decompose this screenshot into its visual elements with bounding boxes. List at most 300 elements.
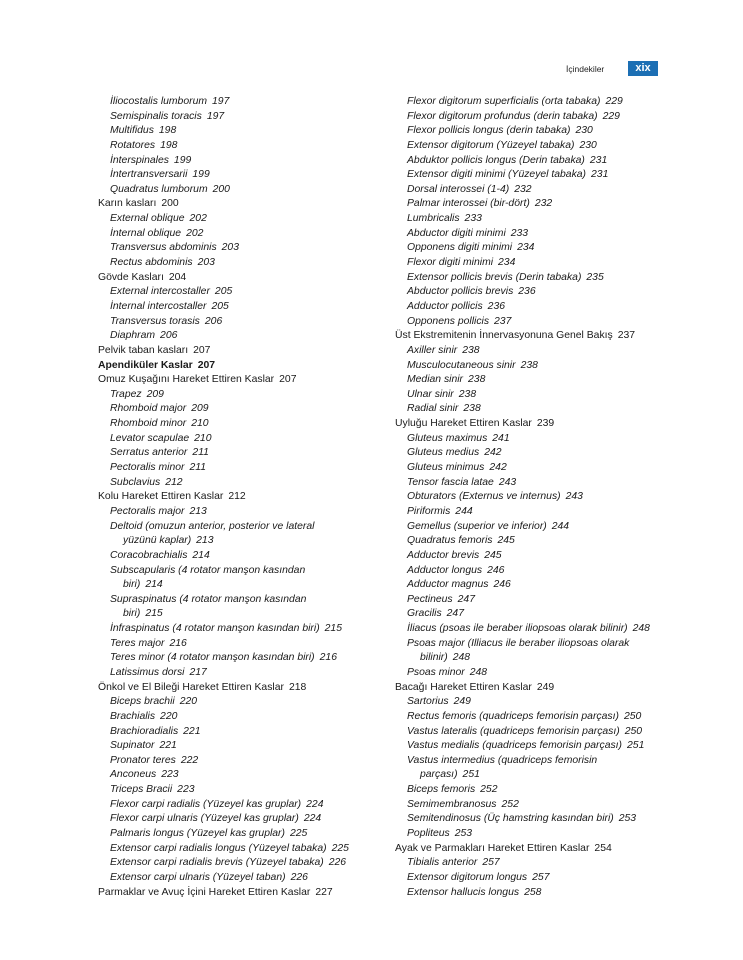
toc-entry-title: Axiller sinir <box>407 344 458 356</box>
toc-subentry <box>98 827 378 842</box>
toc-subentry <box>395 490 670 505</box>
toc-entry-page: 221 <box>159 740 177 752</box>
toc-subentry <box>395 197 670 212</box>
toc-subentry <box>395 446 670 461</box>
toc-entry-title: Ulnar sinir <box>407 388 454 400</box>
toc-subentry <box>98 402 378 417</box>
toc-entry-page: 197 <box>212 96 230 107</box>
toc-entry-title: Gluteus minimus <box>407 462 485 474</box>
toc-subentry <box>395 432 670 447</box>
toc-entry-title: Quadratus lumborum <box>110 183 208 195</box>
toc-entry-title: Bacağı Hareket Ettiren Kaslar <box>395 681 532 693</box>
toc-entry-page: 244 <box>455 505 473 517</box>
toc-subentry <box>98 725 378 740</box>
toc-left-column <box>98 95 378 900</box>
toc-entry-page: 244 <box>551 520 570 532</box>
toc-entry-page: 230 <box>575 125 593 137</box>
toc-entry-page: 200 <box>212 183 230 195</box>
toc-subentry <box>98 95 378 110</box>
toc-section-entry <box>98 197 378 212</box>
toc-entry-title: Extensor pollicis brevis (Derin tabaka) <box>407 271 582 283</box>
toc-entry-title: Quadratus femoris <box>407 535 493 547</box>
toc-subentry <box>395 154 670 169</box>
toc-entry-page: 227 <box>315 886 333 898</box>
toc-entry-page: 250 <box>624 725 643 737</box>
toc-entry-title: Tensor fascia latae <box>407 476 494 488</box>
toc-entry-page: 214 <box>145 579 163 591</box>
toc-entry-title: Pronator teres <box>110 754 176 766</box>
toc-entry-page: 250 <box>623 710 642 722</box>
toc-entry-title: Abductor pollicis brevis <box>407 286 514 298</box>
toc-entry-title: Gemellus (superior ve inferior) <box>407 520 547 532</box>
toc-entry-title: Teres minor (4 rotator manşon kasından biri) <box>110 652 315 664</box>
toc-subentry <box>98 666 378 681</box>
toc-entry-title: Adductor brevis <box>407 549 480 561</box>
toc-subentry <box>98 710 378 725</box>
toc-subentry <box>395 754 670 769</box>
toc-entry-page: 238 <box>462 344 480 356</box>
toc-entry-title: Apendiküler Kaslar <box>98 359 193 371</box>
toc-entry-page: 225 <box>289 828 308 840</box>
toc-entry-page: 223 <box>161 769 179 781</box>
toc-entry-page: 199 <box>173 154 192 166</box>
toc-entry-title: Subclavius <box>110 476 161 488</box>
toc-subentry <box>395 124 670 139</box>
toc-entry-title: Teres major <box>110 637 165 649</box>
toc-entry-title: Flexor digitorum superficialis (orta tabaka) <box>407 96 601 107</box>
toc-entry-page: 210 <box>191 418 209 430</box>
toc-entry-title: Psoas minor <box>407 666 465 678</box>
toc-entry-title: Biceps femoris <box>407 784 476 796</box>
toc-entry-page: 216 <box>319 652 337 664</box>
toc-subentry <box>395 359 670 374</box>
toc-subentry <box>395 856 670 871</box>
toc-subentry <box>395 476 670 491</box>
toc-entry-page: 241 <box>492 432 510 444</box>
toc-section-entry <box>98 886 378 901</box>
toc-subentry <box>98 695 378 710</box>
toc-entry-page: 202 <box>189 213 207 225</box>
toc-entry-title: Gracilis <box>407 608 442 620</box>
toc-entry-title: bilinir) <box>420 652 448 664</box>
toc-subentry <box>395 461 670 476</box>
toc-entry-page: 209 <box>191 403 209 415</box>
toc-entry-page: 202 <box>186 227 204 239</box>
toc-entry-page: 232 <box>534 198 553 210</box>
toc-entry-page: 242 <box>484 447 502 459</box>
toc-entry-page: 233 <box>510 227 529 239</box>
toc-entry-title: yüzünü kaplar) <box>123 535 192 547</box>
toc-subentry <box>98 154 378 169</box>
toc-entry-title: Vastus intermedius (quadriceps femorisin <box>407 754 598 766</box>
toc-entry-title: Extensor digiti minimi (Yüzeyel tabaka) <box>407 169 587 181</box>
toc-subentry <box>395 886 670 901</box>
toc-entry-page: 234 <box>517 242 535 254</box>
toc-entry-page: 246 <box>487 564 505 576</box>
toc-subentry <box>395 256 670 271</box>
toc-subentry <box>395 95 670 110</box>
toc-subentry <box>395 768 670 783</box>
toc-entry-page: 239 <box>536 418 555 430</box>
toc-entry-page: 251 <box>627 740 645 752</box>
toc-entry-title: parçası) <box>420 769 458 781</box>
toc-subentry <box>395 666 670 681</box>
toc-subentry <box>98 622 378 637</box>
toc-subentry <box>395 300 670 315</box>
toc-entry-page: 200 <box>161 198 179 210</box>
toc-entry-title: Önkol ve El Bileği Hareket Ettiren Kaslar <box>98 681 284 693</box>
toc-subentry <box>98 578 378 593</box>
toc-entry-title: İliocostalis lumborum <box>110 96 208 107</box>
toc-entry-title: Piriformis <box>407 505 451 517</box>
toc-entry-title: Gövde Kasları <box>98 271 164 283</box>
toc-entry-title: Rotatores <box>110 139 156 151</box>
toc-entry-page: 224 <box>303 813 322 825</box>
toc-entry-title: Popliteus <box>407 828 450 840</box>
toc-entry-page: 236 <box>487 300 506 312</box>
toc-entry-page: 230 <box>579 139 597 151</box>
toc-entry-page: 253 <box>454 828 473 840</box>
toc-subentry <box>395 651 670 666</box>
toc-subentry <box>98 139 378 154</box>
toc-entry-title: Rectus femoris (quadriceps femorisin parçası) <box>407 710 619 722</box>
toc-entry-page: 238 <box>468 374 486 386</box>
toc-entry-title: Vastus lateralis (quadriceps femorisin parçası) <box>407 725 620 737</box>
toc-entry-title: Opponens pollicis <box>407 315 490 327</box>
toc-subentry <box>98 212 378 227</box>
toc-entry-page: 197 <box>206 110 225 122</box>
toc-subentry <box>395 183 670 198</box>
toc-section-entry <box>395 842 670 857</box>
toc-entry-title: Trapez <box>110 388 142 400</box>
toc-section-entry <box>98 344 378 359</box>
toc-entry-page: 234 <box>498 257 516 269</box>
toc-subentry <box>395 212 670 227</box>
toc-entry-title: Dorsal interossei (1-4) <box>407 183 510 195</box>
toc-subentry <box>98 549 378 564</box>
toc-entry-page: 225 <box>331 842 349 854</box>
toc-subentry <box>395 241 670 256</box>
toc-entry-page: 231 <box>591 169 609 181</box>
toc-entry-page: 204 <box>168 271 187 283</box>
toc-entry-title: Extensor carpi ulnaris (Yüzeyel taban) <box>110 871 286 883</box>
toc-entry-page: 229 <box>605 96 623 107</box>
toc-entry-title: Adductor magnus <box>407 579 489 591</box>
toc-entry-title: Extensor hallucis longus <box>407 886 520 898</box>
toc-entry-page: 220 <box>160 710 178 722</box>
toc-entry-title: Parmaklar ve Avuç İçini Hareket Ettiren Kaslar <box>98 886 311 898</box>
toc-entry-page: 245 <box>497 535 515 547</box>
toc-entry-page: 212 <box>165 476 183 488</box>
toc-subentry <box>395 622 670 637</box>
toc-subentry <box>395 695 670 710</box>
toc-subentry <box>98 227 378 242</box>
running-header-title: İçindekiler <box>566 64 605 74</box>
toc-entry-title: Pectoralis major <box>110 505 185 517</box>
toc-subentry <box>395 315 670 330</box>
toc-entry-page: 245 <box>484 549 502 561</box>
toc-entry-page: 243 <box>565 491 583 503</box>
toc-entry-title: Gluteus medius <box>407 447 480 459</box>
toc-subentry <box>98 593 378 608</box>
toc-entry-page: 224 <box>306 798 324 810</box>
toc-entry-page: 198 <box>160 139 178 151</box>
toc-subentry <box>395 578 670 593</box>
toc-entry-title: Transversus abdominis <box>110 242 217 254</box>
toc-entry-title: Flexor pollicis longus (derin tabaka) <box>407 125 571 137</box>
toc-entry-title: Supraspinatus (4 rotator manşon kasından <box>110 593 307 605</box>
toc-entry-title: Adductor pollicis <box>407 300 483 312</box>
toc-entry-page: 210 <box>194 432 212 444</box>
toc-entry-page: 221 <box>183 725 201 737</box>
toc-entry-title: Palmar interossei (bir-dört) <box>407 198 530 210</box>
toc-entry-page: 226 <box>328 857 347 869</box>
toc-entry-page: 243 <box>498 476 517 488</box>
toc-entry-title: Extensor carpi radialis brevis (Yüzeyel tabaka) <box>110 857 324 869</box>
toc-entry-title: Pelvik taban kasları <box>98 344 189 356</box>
toc-subentry <box>395 271 670 286</box>
toc-entry-page: 198 <box>158 125 177 137</box>
toc-subentry <box>395 520 670 535</box>
toc-entry-title: External oblique <box>110 213 185 225</box>
toc-subentry <box>98 300 378 315</box>
toc-subentry <box>98 651 378 666</box>
toc-subentry <box>395 725 670 740</box>
toc-subentry <box>98 241 378 256</box>
toc-entry-page: 229 <box>602 110 620 122</box>
toc-subentry <box>395 505 670 520</box>
toc-entry-title: Tibialis anterior <box>407 857 478 869</box>
toc-entry-page: 205 <box>211 300 229 312</box>
toc-subentry <box>98 534 378 549</box>
toc-subentry <box>395 402 670 417</box>
toc-entry-page: 248 <box>469 666 488 678</box>
toc-entry-title: Latissimus dorsi <box>110 666 185 678</box>
toc-entry-page: 247 <box>446 608 464 620</box>
toc-section-entry <box>98 271 378 286</box>
toc-subentry <box>98 768 378 783</box>
toc-entry-page: 203 <box>221 242 239 254</box>
toc-entry-page: 213 <box>189 505 207 517</box>
toc-entry-title: İliacus (psoas ile beraber iliopsoas olarak bilinir) <box>407 623 628 635</box>
toc-subentry <box>395 564 670 579</box>
toc-subentry <box>98 842 378 857</box>
toc-entry-title: Coracobrachialis <box>110 549 188 561</box>
toc-entry-page: 247 <box>457 593 475 605</box>
toc-subentry <box>98 315 378 330</box>
toc-section-entry <box>98 490 378 505</box>
toc-subentry <box>98 564 378 579</box>
toc-entry-page: 233 <box>464 213 482 225</box>
toc-entry-page: 231 <box>589 154 608 166</box>
toc-entry-title: Triceps Bracii <box>110 784 173 796</box>
toc-entry-page: 207 <box>193 344 211 356</box>
toc-entry-page: 213 <box>196 535 214 547</box>
toc-subentry <box>98 110 378 125</box>
toc-entry-title: Palmaris longus (Yüzeyel kas gruplar) <box>110 828 285 840</box>
toc-subentry <box>395 827 670 842</box>
toc-subentry <box>395 388 670 403</box>
toc-entry-title: Kolu Hareket Ettiren Kaslar <box>98 491 224 503</box>
toc-entry-title: Lumbricalis <box>407 213 460 225</box>
toc-entry-title: External intercostaller <box>110 286 210 298</box>
toc-entry-page: 214 <box>192 549 210 561</box>
toc-entry-page: 236 <box>518 286 536 298</box>
toc-entry-title: Vastus medialis (quadriceps femorisin parçası) <box>407 740 623 752</box>
toc-subentry <box>98 256 378 271</box>
toc-entry-page: 222 <box>180 754 199 766</box>
toc-entry-title: Rhomboid minor <box>110 418 187 430</box>
toc-entry-page: 203 <box>197 257 215 269</box>
toc-entry-page: 235 <box>586 271 604 283</box>
toc-subentry <box>98 812 378 827</box>
toc-entry-page: 246 <box>493 579 511 591</box>
toc-entry-title: Brachialis <box>110 710 156 722</box>
toc-subentry <box>98 607 378 622</box>
toc-subentry <box>395 739 670 754</box>
toc-subentry <box>98 329 378 344</box>
toc-entry-page: 252 <box>480 784 498 796</box>
toc-entry-title: Uyluğu Hareket Ettiren Kaslar <box>395 418 532 430</box>
toc-entry-title: Rectus abdominis <box>110 257 193 269</box>
toc-subentry <box>395 534 670 549</box>
toc-section-entry <box>98 373 378 388</box>
toc-entry-page: 238 <box>458 388 477 400</box>
toc-entry-title: Obturators (Externus ve internus) <box>407 491 561 503</box>
toc-entry-title: Abductor digiti minimi <box>407 227 506 239</box>
toc-entry-page: 226 <box>290 871 308 883</box>
toc-subentry <box>98 505 378 520</box>
toc-subentry <box>395 607 670 622</box>
toc-subentry <box>98 637 378 652</box>
toc-subentry <box>98 183 378 198</box>
toc-subentry <box>395 783 670 798</box>
toc-entry-title: Pectineus <box>407 593 453 605</box>
toc-entry-title: Flexor carpi ulnaris (Yüzeyel kas gruplar) <box>110 813 299 825</box>
toc-entry-page: 206 <box>204 315 223 327</box>
toc-entry-page: 211 <box>189 462 207 474</box>
toc-entry-title: İnternal intercostaller <box>110 300 207 312</box>
toc-entry-title: biri) <box>123 608 141 620</box>
toc-entry-page: 252 <box>501 798 519 810</box>
toc-section-entry <box>395 417 670 432</box>
toc-entry-title: Adductor longus <box>407 564 483 576</box>
toc-entry-page: 238 <box>520 359 538 371</box>
toc-entry-page: 254 <box>594 842 612 854</box>
toc-entry-title: Omuz Kuşağını Hareket Ettiren Kaslar <box>98 374 275 386</box>
toc-entry-title: Semispinalis toracis <box>110 110 202 122</box>
toc-entry-page: 249 <box>453 696 471 708</box>
toc-entry-page: 206 <box>160 330 178 342</box>
toc-entry-title: Extensor digitorum (Yüzeyel tabaka) <box>407 139 575 151</box>
toc-subentry <box>395 871 670 886</box>
toc-subentry <box>98 754 378 769</box>
toc-entry-title: Rhomboid major <box>110 403 187 415</box>
toc-subentry <box>395 637 670 652</box>
toc-entry-page: 237 <box>494 315 512 327</box>
toc-entry-title: Biceps brachii <box>110 696 175 708</box>
toc-entry-page: 238 <box>463 403 481 415</box>
toc-subentry <box>98 476 378 491</box>
toc-subentry <box>395 285 670 300</box>
toc-entry-title: Abduktor pollicis longus (Derin tabaka) <box>407 154 585 166</box>
toc-subentry <box>395 593 670 608</box>
toc-section-entry <box>395 329 670 344</box>
toc-entry-title: Flexor digiti minimi <box>407 257 494 269</box>
toc-entry-title: Deltoid (omuzun anterior, posterior ve lateral <box>110 520 315 532</box>
toc-entry-title: İnterspinales <box>110 154 169 166</box>
toc-subentry <box>98 871 378 886</box>
toc-entry-title: İnternal oblique <box>110 227 182 239</box>
toc-entry-title: Flexor digitorum profundus (derin tabaka) <box>407 110 598 122</box>
toc-subentry <box>395 168 670 183</box>
toc-subentry <box>395 373 670 388</box>
toc-entry-title: Anconeus <box>110 769 157 781</box>
toc-entry-title: Multifidus <box>110 125 154 137</box>
toc-entry-page: 209 <box>146 388 164 400</box>
toc-entry-page: 218 <box>288 681 307 693</box>
toc-subentry <box>98 417 378 432</box>
toc-entry-title: Opponens digiti minimi <box>407 242 513 254</box>
toc-entry-title: İnfraspinatus (4 rotator manşon kasından biri) <box>110 623 320 635</box>
toc-subentry <box>98 739 378 754</box>
toc-entry-title: Semitendinosus (Üç hamstring kasından biri) <box>407 813 614 825</box>
page-number-badge: xix <box>628 61 658 76</box>
toc-entry-title: Extensor digitorum longus <box>407 871 528 883</box>
toc-entry-page: 258 <box>524 886 542 898</box>
toc-entry-title: Serratus anterior <box>110 447 188 459</box>
toc-subentry <box>395 798 670 813</box>
toc-entry-page: 207 <box>197 359 216 371</box>
toc-subentry <box>395 344 670 359</box>
toc-entry-page: 257 <box>532 871 550 883</box>
toc-section-entry <box>98 359 378 374</box>
toc-entry-title: Üst Ekstremitenin İnnervasyonuna Genel Bakış <box>395 330 613 342</box>
toc-entry-page: 253 <box>618 813 637 825</box>
toc-entry-title: Ayak ve Parmakları Hareket Ettiren Kaslar <box>395 842 590 854</box>
toc-entry-page: 199 <box>192 169 210 181</box>
toc-entry-title: biri) <box>123 579 141 591</box>
toc-entry-page: 223 <box>177 784 195 796</box>
toc-entry-title: İntertransversarii <box>110 169 188 181</box>
toc-subentry <box>98 432 378 447</box>
toc-entry-title: Karın kasları <box>98 198 157 210</box>
toc-entry-title: Pectoralis minor <box>110 462 185 474</box>
toc-entry-page: 232 <box>514 183 532 195</box>
toc-entry-title: Supinator <box>110 740 155 752</box>
toc-section-entry <box>395 681 670 696</box>
toc-entry-page: 215 <box>145 608 163 620</box>
toc-entry-title: Brachioradialis <box>110 725 179 737</box>
toc-entry-page: 242 <box>489 462 507 474</box>
toc-entry-title: Transversus torasis <box>110 315 200 327</box>
toc-entry-title: Gluteus maximus <box>407 432 488 444</box>
toc-subentry <box>395 139 670 154</box>
toc-subentry <box>98 285 378 300</box>
toc-entry-title: Median sinir <box>407 374 464 386</box>
toc-entry-title: Subscapularis (4 rotator manşon kasından <box>110 564 306 576</box>
toc-entry-page: 211 <box>192 447 209 459</box>
toc-entry-page: 237 <box>617 330 636 342</box>
toc-subentry <box>98 124 378 139</box>
toc-subentry <box>98 856 378 871</box>
toc-subentry <box>98 388 378 403</box>
toc-subentry <box>98 446 378 461</box>
toc-entry-page: 216 <box>169 637 187 649</box>
toc-entry-page: 212 <box>228 491 246 503</box>
toc-subentry <box>395 710 670 725</box>
toc-entry-title: Diaphram <box>110 330 156 342</box>
